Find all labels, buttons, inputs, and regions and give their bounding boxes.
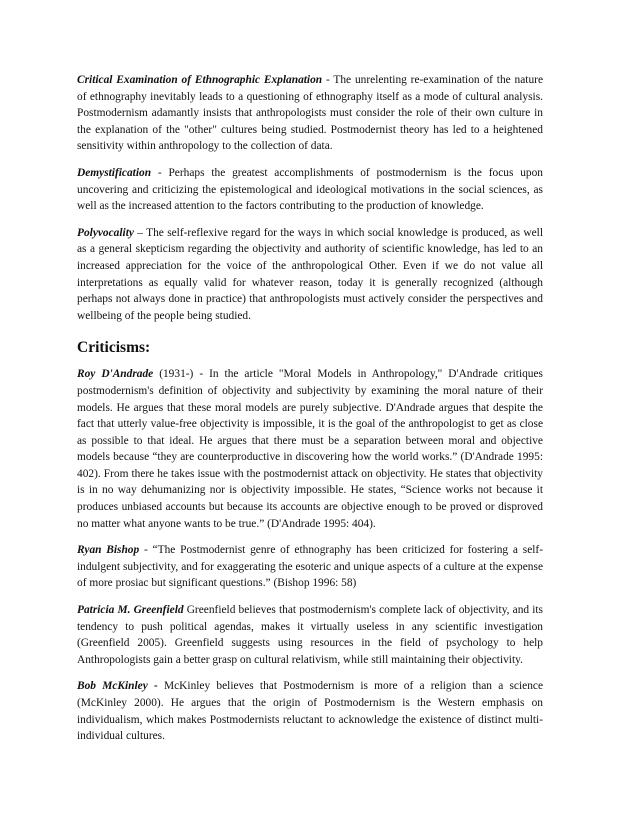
paragraph-text: - “The Postmodernist genre of ethnography has been criticized for fostering a self-indulgent subjectivity, and for exaggerating the esoteric and unique aspects of a culture at the expense of more prosiac but significant questions.” (Bishop 1996: 58): [77, 544, 543, 590]
paragraph-text: - Perhaps the greatest accomplishments of postmodernism is the focus upon uncovering and criticizing the epistemological and ideological motivations in the social sciences, as well as the increased attention to the factors contributing to the production of knowledge.: [77, 166, 543, 213]
paragraph-demystification: [77, 165, 543, 215]
term-roy-dandrade: Roy D'Andrade: [77, 368, 154, 381]
term-ryan-bishop: Ryan Bishop: [77, 544, 140, 557]
paragraph-roy-dandrade: [77, 366, 543, 532]
term-demystification: Demystification: [77, 166, 152, 179]
paragraph-text: Greenfield believes that postmodernism's complete lack of objectivity, and its tendency to push political agendas, makes it virtually useless in any scientific investigation (Greenfield 2005). Greenfield suggests using resources in the field of psychology to help Anthropologists gain a better grasp on cultural relativism, while still maintaining their objectivity.: [77, 604, 543, 666]
paragraph-text: - The unrelenting re-examination of the nature of ethnography inevitably leads to a questioning of ethnography itself as a mode of cultural analysis. Postmodernism adamantly insists that anthropologists must consider the role of their own culture in the explanation of the "other" cultures being studied. Postmodernist theory has led to a heightened sensitivity within anthropology to the collection of data.: [77, 74, 543, 153]
criticisms-heading: Criticisms:: [77, 339, 151, 357]
paragraph-bob-mckinley: [77, 678, 543, 744]
paragraph-text: McKinley believes that Postmodernism is more of a religion than a science (McKinley 2000). He argues that the origin of Postmodernism is the Western emphasis on individualism, which makes Postmodernists reluctant to acknowledge the existence of distinct multi-individual cultures.: [77, 680, 543, 743]
paragraph-critical-examination: [77, 72, 543, 155]
paragraph-ryan-bishop: [77, 542, 543, 592]
document-page: [77, 72, 543, 755]
paragraph-text: – The self-reflexive regard for the ways in which social knowledge is produced, as well as a general skepticism regarding the objectivity and authority of scientific knowledge, has led to an increased appreciation for the voice of the anthropological Other. Even if we do not value all interpretations as equally valid for whatever reason, today it is generally recognized (although perhaps not always done in practice) that anthropologists must actively consider the perspectives and wellbeing of the people being studied.: [77, 226, 543, 322]
term-polyvocality: Polyvocality: [77, 226, 134, 239]
paragraph-polyvocality: [77, 225, 543, 325]
paragraph-text: (1931-) - In the article "Moral Models in Anthropology," D'Andrade critiques postmodernism's definition of objectivity and subjectivity by examining the moral nature of their models. He argues that these moral models are purely subjective. D'Andrade argues that despite the fact that utterly value-free objectivity is impossible, it is the goal of the anthropologist to get as close as possible to that ideal. He argues that there must be a separation between moral and objective models because “they are counterproductive in discovering how the world works.” (D'Andrade 1995: 402). From there he takes issue with the postmodernist attack on objectivity. He states that objectivity is in no way dehumanizing nor is objectivity impossible. He states, “Science works not because it produces unbiased accounts but because its accounts are objective enough to be proved or disproved no matter what anyone wants to be true.” (D'Andrade 1995: 404).: [77, 368, 543, 530]
paragraph-patricia-greenfield: [77, 602, 543, 668]
term-critical-examination: Critical Examination of Ethnographic Explanation: [77, 74, 323, 86]
term-bob-mckinley: Bob McKinley -: [77, 680, 158, 693]
term-patricia-greenfield: Patricia M. Greenfield: [77, 604, 184, 617]
